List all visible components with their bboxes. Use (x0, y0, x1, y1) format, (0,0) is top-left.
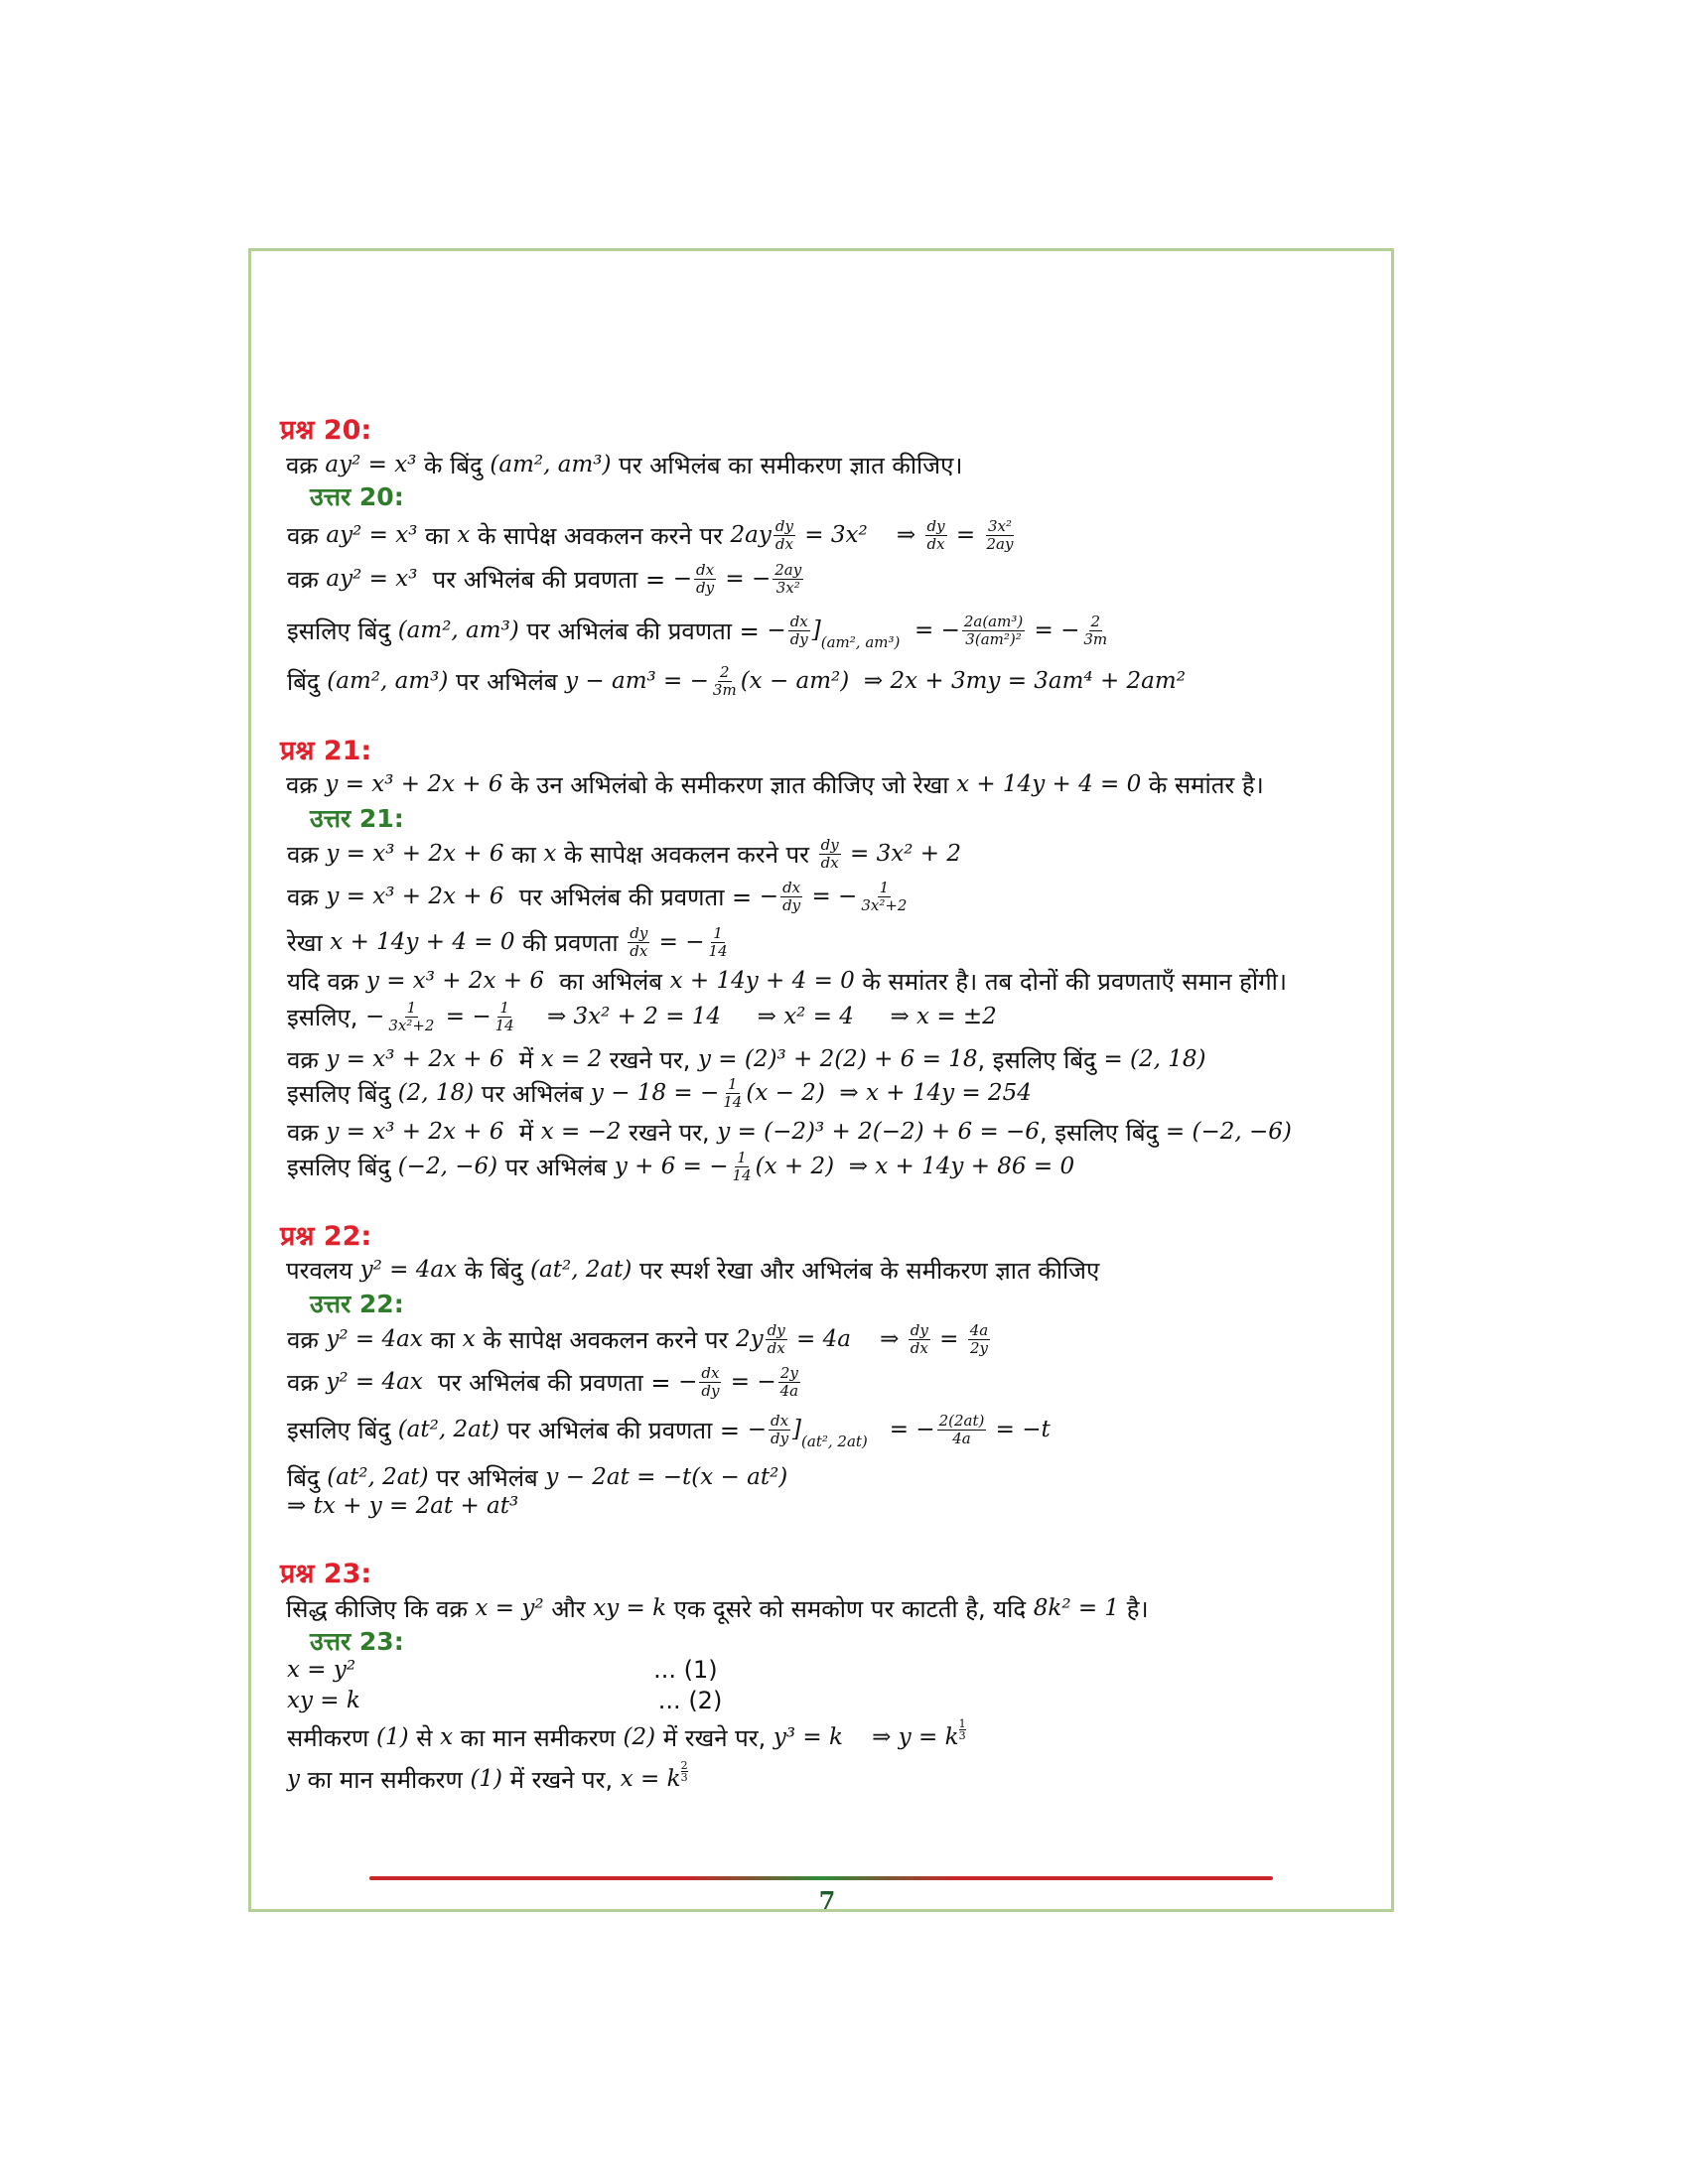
numerator: dy (820, 835, 839, 854)
answer-number: उत्तर 23: (310, 1627, 404, 1656)
numerator: 2a(am³) (963, 612, 1024, 630)
math-expression: (am², am³) (327, 668, 449, 694)
denominator: dy (701, 1381, 720, 1400)
math-expression: (2, 18) (397, 1080, 475, 1106)
math-expression: (at², 2at) (327, 1464, 429, 1490)
fraction (721, 1076, 744, 1111)
math-expression: ⇒ tx + y = 2at + at³ (287, 1493, 519, 1519)
math-expression: = − (651, 929, 705, 955)
numerator: 2 (720, 662, 730, 681)
math-expression: x (457, 522, 471, 548)
numerator: 2(2at) (938, 1411, 985, 1430)
text-run: इसलिए, (287, 1003, 366, 1031)
denominator: dy (770, 1429, 789, 1447)
math-expression: x = y² (475, 1595, 544, 1621)
numerator: 1 (406, 998, 417, 1017)
text-run: का मान समीकरण (453, 1723, 624, 1752)
evaluation-subscript: (am², am³) (820, 633, 901, 651)
text-run: बिंदु (287, 667, 328, 696)
math-expression: 2ay (730, 522, 772, 548)
text-run: वक्र (287, 521, 327, 550)
math-expression: xy = k (287, 1688, 360, 1713)
text-run: वक्र (286, 451, 326, 479)
denominator: 4a (779, 1381, 799, 1400)
text-run: के सापेक्ष अवकलन करने पर (470, 521, 731, 550)
math-expression: (1) (470, 1766, 503, 1792)
text-run: यदि वक्र (287, 967, 366, 996)
fraction (774, 518, 795, 553)
math-expression: y = x³ + 2x + 6 (325, 771, 503, 797)
fraction (386, 1000, 436, 1034)
text-run: पर स्पर्श रेखा और अभिलंब के समीकरण ज्ञात कीजिए (632, 1256, 1100, 1285)
text-run: में रखने पर, (655, 1723, 774, 1752)
math-expression: (at², 2at) (530, 1257, 633, 1283)
denominator: 3m (1083, 629, 1108, 648)
text-run: के सापेक्ष अवकलन करने पर (475, 1325, 736, 1354)
denominator: 14 (708, 941, 728, 960)
fraction (711, 664, 739, 699)
math-expression: y = x³ + 2x + 6 (326, 884, 504, 909)
math-expression: (x + 2) ⇒ x + 14y + 86 = 0 (755, 1154, 1075, 1179)
math-expression: ] (792, 1417, 802, 1442)
text-run: , इसलिए बिंदु (1039, 1118, 1166, 1147)
fraction (984, 518, 1015, 553)
solution-line (287, 1481, 518, 1531)
text-run: वक्र (287, 1118, 327, 1147)
text-run: बिंदु (287, 1463, 328, 1492)
denominator: 14 (494, 1016, 514, 1034)
page-number: 7 (818, 1886, 836, 1915)
denominator: 14 (723, 1092, 743, 1111)
text-run: एक दूसरे को समकोण पर काटती है, यदि (666, 1594, 1034, 1623)
denominator: 3 (680, 1771, 688, 1784)
fraction (788, 614, 810, 648)
text-run: में रखने पर, (502, 1765, 621, 1794)
text-run: पर अभिलंब की प्रवणता = (518, 616, 768, 645)
text-run: पर अभिलंब की प्रवणता = (499, 1416, 748, 1444)
text-run: ... (2) (657, 1687, 723, 1714)
math-expression: y = x³ + 2x + 6 (365, 968, 545, 994)
math-expression: − (759, 884, 779, 909)
fraction (769, 1413, 790, 1447)
solution-line (287, 510, 1017, 560)
math-expression: x + 14y + 4 = 0 (330, 929, 515, 955)
math-expression: y (287, 1766, 300, 1792)
text-run: के समांतर है। (1141, 770, 1264, 799)
fraction (493, 1000, 516, 1034)
question-number: प्रश्न 20: (280, 414, 372, 446)
fraction (731, 1150, 754, 1184)
text-run: इसलिए बिंदु (287, 1153, 398, 1181)
question-number: प्रश्न 21: (280, 735, 372, 766)
text-run: के बिंदु (416, 451, 491, 479)
fraction (937, 1413, 987, 1447)
solution-line (287, 1357, 802, 1407)
math-expression: − (678, 1369, 698, 1395)
math-expression: = (−2, −6) (1165, 1119, 1292, 1145)
fraction (707, 925, 730, 960)
math-expression: (am², am³) (397, 617, 519, 643)
text-run: के बिंदु (457, 1256, 531, 1285)
answer-number: उत्तर 21: (310, 804, 404, 833)
numerator: 1 (958, 1717, 966, 1730)
evaluation-subscript: (at², 2at) (801, 1433, 868, 1450)
text-run: वक्र (287, 1325, 327, 1354)
numerator: 4a (969, 1320, 989, 1339)
text-run: का (417, 521, 458, 550)
math-expression: x = k (620, 1766, 681, 1792)
denominator: dx (630, 941, 648, 960)
fraction (819, 837, 841, 872)
math-expression: 8k² = 1 (1033, 1595, 1120, 1621)
numerator: dx (695, 560, 715, 579)
numerator: dx (770, 1411, 789, 1430)
solution-line (287, 606, 1111, 655)
math-expression: y² = 4ax (359, 1257, 458, 1283)
text-run: , इसलिए बिंदु (977, 1045, 1104, 1074)
math-expression: = 4a ⇒ (788, 1326, 907, 1352)
question-number: प्रश्न 23: (280, 1558, 372, 1589)
math-expression: y − 18 = − (590, 1080, 720, 1106)
math-expression: y = x³ + 2x + 6 (326, 1119, 504, 1145)
math-expression: x + 14y + 4 = 0 (956, 771, 1142, 797)
denominator: dy (695, 578, 715, 597)
text-run: की प्रवणता (514, 928, 627, 957)
footer-divider (369, 1876, 1273, 1880)
math-expression: y² = 4ax (326, 1326, 423, 1352)
text-run: ... (1) (653, 1656, 718, 1684)
numerator: 1 (713, 923, 723, 942)
text-run: का अभिलंब (544, 967, 670, 996)
numerator: dy (630, 923, 648, 942)
math-expression: ay² = x³ (326, 522, 418, 548)
math-expression: x (440, 1724, 454, 1750)
text-run: रेखा (287, 928, 331, 957)
question-text (286, 1583, 1149, 1633)
math-expression: − (767, 617, 786, 643)
question-text (286, 759, 1264, 809)
denominator: dx (926, 534, 945, 553)
denominator: dx (820, 853, 839, 872)
denominator: 3x²+2 (861, 895, 908, 914)
numerator: dx (701, 1363, 720, 1382)
numerator: dy (926, 516, 945, 535)
solution-line (287, 554, 805, 604)
math-expression: y = x³ + 2x + 6 (326, 1046, 504, 1072)
math-expression: − (365, 1004, 385, 1029)
math-expression: x = 2 (540, 1046, 603, 1072)
text-run: समीकरण (287, 1723, 377, 1752)
text-run: पर अभिलंब की प्रवणता = (417, 565, 673, 594)
math-expression: = − (438, 1004, 492, 1029)
math-expression: y − 2at = −t(x − at²) (545, 1464, 788, 1490)
denominator: 3(am²)² (965, 629, 1022, 648)
text-run: का (422, 1325, 463, 1354)
fraction (859, 880, 909, 914)
math-expression: = − (867, 1417, 935, 1442)
fraction (962, 614, 1025, 648)
numerator: 2 (1090, 612, 1101, 630)
text-run: वक्र (287, 1368, 327, 1397)
math-expression: y³ = k ⇒ y = k (773, 1724, 959, 1750)
fraction (925, 518, 947, 553)
text-run: में (503, 1045, 541, 1074)
denominator: dy (789, 629, 808, 648)
fraction (780, 880, 802, 914)
fraction (909, 1322, 930, 1357)
math-expression: x = −2 (540, 1119, 622, 1145)
math-expression: = − (723, 1369, 776, 1395)
denominator: 3 (958, 1729, 966, 1742)
math-expression: y = x³ + 2x + 6 (326, 841, 504, 867)
answer-number: उत्तर 20: (310, 482, 404, 511)
fraction-exponent (959, 1718, 966, 1741)
answer-number: उत्तर 22: (310, 1290, 404, 1318)
text-run: से (408, 1723, 441, 1752)
fraction (778, 1365, 801, 1400)
text-run: पर अभिलंब (474, 1079, 591, 1108)
math-expression: = − (900, 617, 960, 643)
numerator: dy (767, 1320, 785, 1339)
math-expression: = −t (988, 1417, 1051, 1442)
denominator: dx (767, 1338, 785, 1357)
text-run: वक्र (287, 840, 327, 869)
solution-line (287, 1405, 1051, 1454)
text-run: पर अभिलंब की प्रवणता = (503, 883, 760, 911)
text-run: परवलय (286, 1256, 360, 1285)
math-expression: ay² = x³ (325, 452, 417, 478)
text-run: रखने पर, (602, 1045, 698, 1074)
text-run: वक्र (287, 1045, 327, 1074)
numerator: dx (782, 878, 801, 896)
math-expression: = − (1027, 617, 1080, 643)
numerator: 2 (680, 1759, 688, 1772)
text-run: सिद्ध कीजिए कि वक्र (286, 1594, 476, 1623)
math-expression: = 3x² ⇒ (796, 522, 923, 548)
text-run: पर अभिलंब (428, 1463, 546, 1492)
text-run: के उन अभिलंबो के समीकरण ज्ञात कीजिए जो रेखा (502, 770, 957, 799)
math-expression: ay² = x³ (326, 566, 418, 592)
numerator: 2y (779, 1363, 798, 1382)
question-text (286, 1245, 1099, 1295)
math-expression: ⇒ 3x² + 2 = 14 ⇒ x² = 4 ⇒ x = ±2 (517, 1004, 997, 1029)
math-expression: x + 14y + 4 = 0 (669, 968, 855, 994)
math-expression: y = (2)³ + 2(2) + 6 = 18 (698, 1046, 978, 1072)
question-number: प्रश्न 22: (280, 1220, 372, 1252)
numerator: dy (910, 1320, 928, 1339)
text-run: का (503, 840, 544, 869)
text-run: का मान समीकरण (300, 1765, 471, 1794)
fraction (699, 1365, 721, 1400)
text-run: में (503, 1118, 541, 1147)
numerator: 1 (728, 1074, 738, 1093)
text-run: वक्र (287, 883, 327, 911)
math-expression: x (462, 1326, 476, 1352)
denominator: dx (910, 1338, 928, 1357)
fraction-exponent (681, 1760, 688, 1783)
numerator: 2ay (774, 560, 802, 579)
math-expression: (−2, −6) (397, 1154, 498, 1179)
text-run: वक्र (287, 565, 327, 594)
solution-line (287, 872, 911, 921)
solution-line (287, 656, 1186, 706)
text-run: पर अभिलंब (448, 667, 566, 696)
text-run: है। (1119, 1594, 1149, 1623)
math-expression: y + 6 = − (614, 1154, 729, 1179)
math-expression: (am², am³) (490, 452, 612, 478)
math-expression: (x − am²) ⇒ 2x + 3my = 3am⁴ + 2am² (740, 668, 1186, 694)
numerator: 1 (737, 1148, 747, 1166)
math-expression: ] (811, 617, 821, 643)
solution-line (287, 1754, 688, 1804)
denominator: dy (782, 895, 801, 914)
text-run: पर अभिलंब (497, 1153, 615, 1181)
text-run: इसलिए बिंदु (287, 616, 398, 645)
math-expression: = − (718, 566, 772, 592)
text-run: रखने पर, (621, 1118, 718, 1147)
solution-line (287, 1142, 1074, 1191)
math-expression: = (931, 1326, 966, 1352)
numerator: dy (774, 516, 793, 535)
math-expression: (2) (623, 1724, 656, 1750)
text-run: पर अभिलंब का समीकरण ज्ञात कीजिए। (611, 451, 963, 479)
numerator: 3x² (987, 516, 1012, 535)
fraction (968, 1322, 991, 1357)
math-expression: = (2, 18) (1103, 1046, 1206, 1072)
denominator: 2ay (986, 534, 1014, 553)
text-run: पर अभिलंब की प्रवणता = (422, 1368, 679, 1397)
fraction (694, 562, 716, 597)
text-run: के समांतर है। तब दोनों की प्रवणताएँ समान होंगी। (854, 967, 1287, 996)
math-expression: 2y (735, 1326, 764, 1352)
math-expression: (at², 2at) (397, 1417, 500, 1442)
denominator: 2y (969, 1338, 988, 1357)
text-run: इसलिए बिंदु (287, 1079, 398, 1108)
math-expression: x = y² (287, 1657, 356, 1683)
math-expression: − (747, 1417, 767, 1442)
numerator: dx (789, 612, 808, 630)
text-run: के सापेक्ष अवकलन करने पर (556, 840, 817, 869)
denominator: 3x² (775, 578, 800, 597)
math-expression: y − am³ = − (565, 668, 709, 694)
fraction (628, 925, 649, 960)
text-run: वक्र (286, 770, 326, 799)
denominator: 3x²+2 (388, 1016, 435, 1034)
denominator: 14 (732, 1165, 752, 1184)
fraction (773, 562, 803, 597)
text-run: इसलिए बिंदु (287, 1416, 398, 1444)
numerator: 1 (879, 878, 890, 896)
math-expression: − (672, 566, 692, 592)
math-expression: y² = 4ax (326, 1369, 423, 1395)
denominator: 3m (712, 680, 737, 699)
math-expression: x (543, 841, 557, 867)
math-expression: y = (−2)³ + 2(−2) + 6 = −6 (717, 1119, 1040, 1145)
text-run: और (543, 1594, 594, 1623)
fraction (766, 1322, 787, 1357)
denominator: dx (774, 534, 793, 553)
math-expression: = − (804, 884, 858, 909)
math-expression: = (948, 522, 983, 548)
math-expression: (x − 2) ⇒ x + 14y = 254 (746, 1080, 1032, 1106)
fraction (1081, 614, 1109, 648)
math-expression: = 3x² + 2 (842, 841, 961, 867)
numerator: 1 (499, 998, 509, 1017)
denominator: 4a (952, 1429, 971, 1447)
math-expression: (1) (376, 1724, 409, 1750)
math-expression: xy = k (593, 1595, 667, 1621)
